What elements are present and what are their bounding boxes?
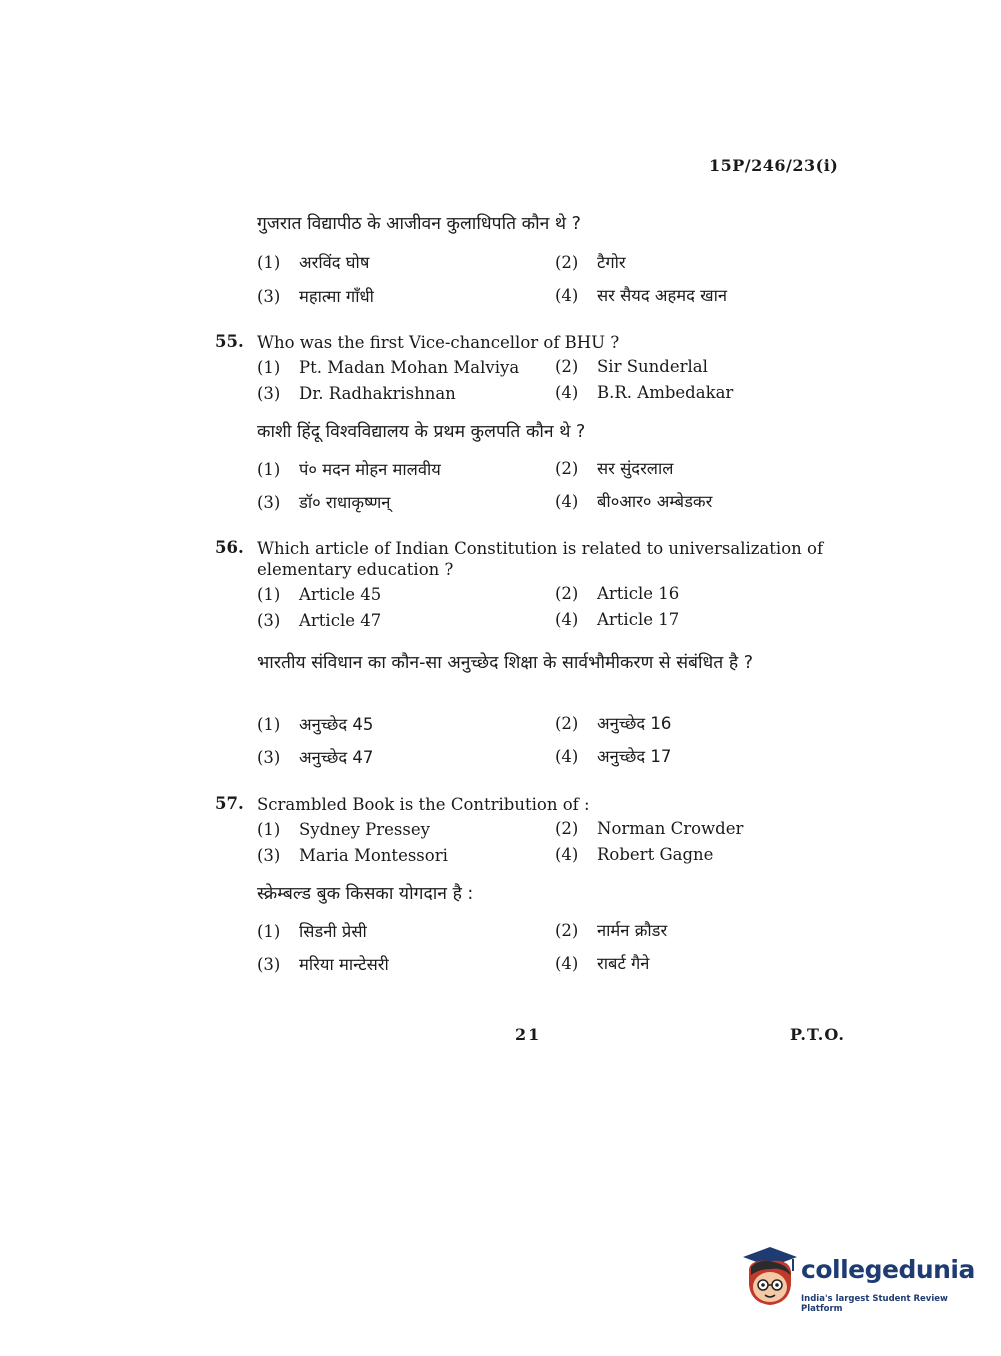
logo-wordmark: collegedunia [801,1255,975,1284]
option: (1) अनुच्छेद 45 [257,715,374,734]
option: (3) Dr. Radhakrishnan [257,384,456,403]
question-hindi-text: भारतीय संविधान का कौन-सा अनुच्छेद शिक्षा के सार्वभौमीकरण से संबंधित है ? [257,653,753,673]
option: (4) अनुच्छेद 17 [555,747,672,766]
option: (3) Maria Montessori [257,846,448,865]
option: (1) Sydney Pressey [257,820,430,839]
page-number: 21 [515,1025,542,1044]
option: (4) सर सैयद अहमद खान [555,286,728,305]
option: (2) अनुच्छेद 16 [555,714,672,733]
option: (1) पं० मदन मोहन मालवीय [257,460,441,479]
mascot-icon [741,1245,799,1311]
question-number: 56. [215,538,244,557]
question-number: 55. [215,332,244,351]
option: (1) अरविंद घोष [257,253,370,272]
logo-tagline: India's largest Student Review Platform [801,1294,948,1314]
option: (3) Article 47 [257,611,382,630]
question-hindi-text: स्क्रेम्बल्ड बुक किसका योगदान है : [257,884,474,904]
collegedunia-logo [741,1245,975,1315]
option: (2) Article 16 [555,584,680,603]
option: (2) सर सुंदरलाल [555,459,674,478]
option: (4) Robert Gagne [555,845,714,864]
option: (4) बी०आर० अम्बेडकर [555,492,713,511]
question-english-text: Which article of Indian Constitution is related to universalization of elementary education ? [257,539,824,579]
option: (4) B.R. Ambedakar [555,383,734,402]
paper-code: 15P/246/23(i) [709,156,839,175]
option: (4) Article 17 [555,610,680,629]
option: (3) डॉ० राधाकृष्णन् [257,493,391,512]
option: (1) Article 45 [257,585,382,604]
option: (2) Sir Sunderlal [555,357,708,376]
question-english-text: Who was the first Vice-chancellor of BHU ? [257,333,620,352]
option: (2) टैगोर [555,253,626,272]
option: (3) मरिया मान्टेसरी [257,955,389,974]
question-hindi-text: काशी हिंदू विश्वविद्यालय के प्रथम कुलपति कौन थे ? [257,422,586,442]
option: (2) Norman Crowder [555,819,744,838]
option: (2) नार्मन क्रौडर [555,921,668,940]
option: (3) महात्मा गाँधी [257,287,374,306]
question-hindi-text: गुजरात विद्यापीठ के आजीवन कुलाधिपति कौन थे ? [257,214,581,234]
question-number: 57. [215,794,244,813]
option: (1) Pt. Madan Mohan Malviya [257,358,520,377]
option: (1) सिडनी प्रेसी [257,922,367,941]
pto-label: P.T.O. [790,1025,845,1044]
option: (3) अनुच्छेद 47 [257,748,374,767]
question-english-text: Scrambled Book is the Contribution of : [257,795,590,814]
option: (4) राबर्ट गैने [555,954,650,973]
